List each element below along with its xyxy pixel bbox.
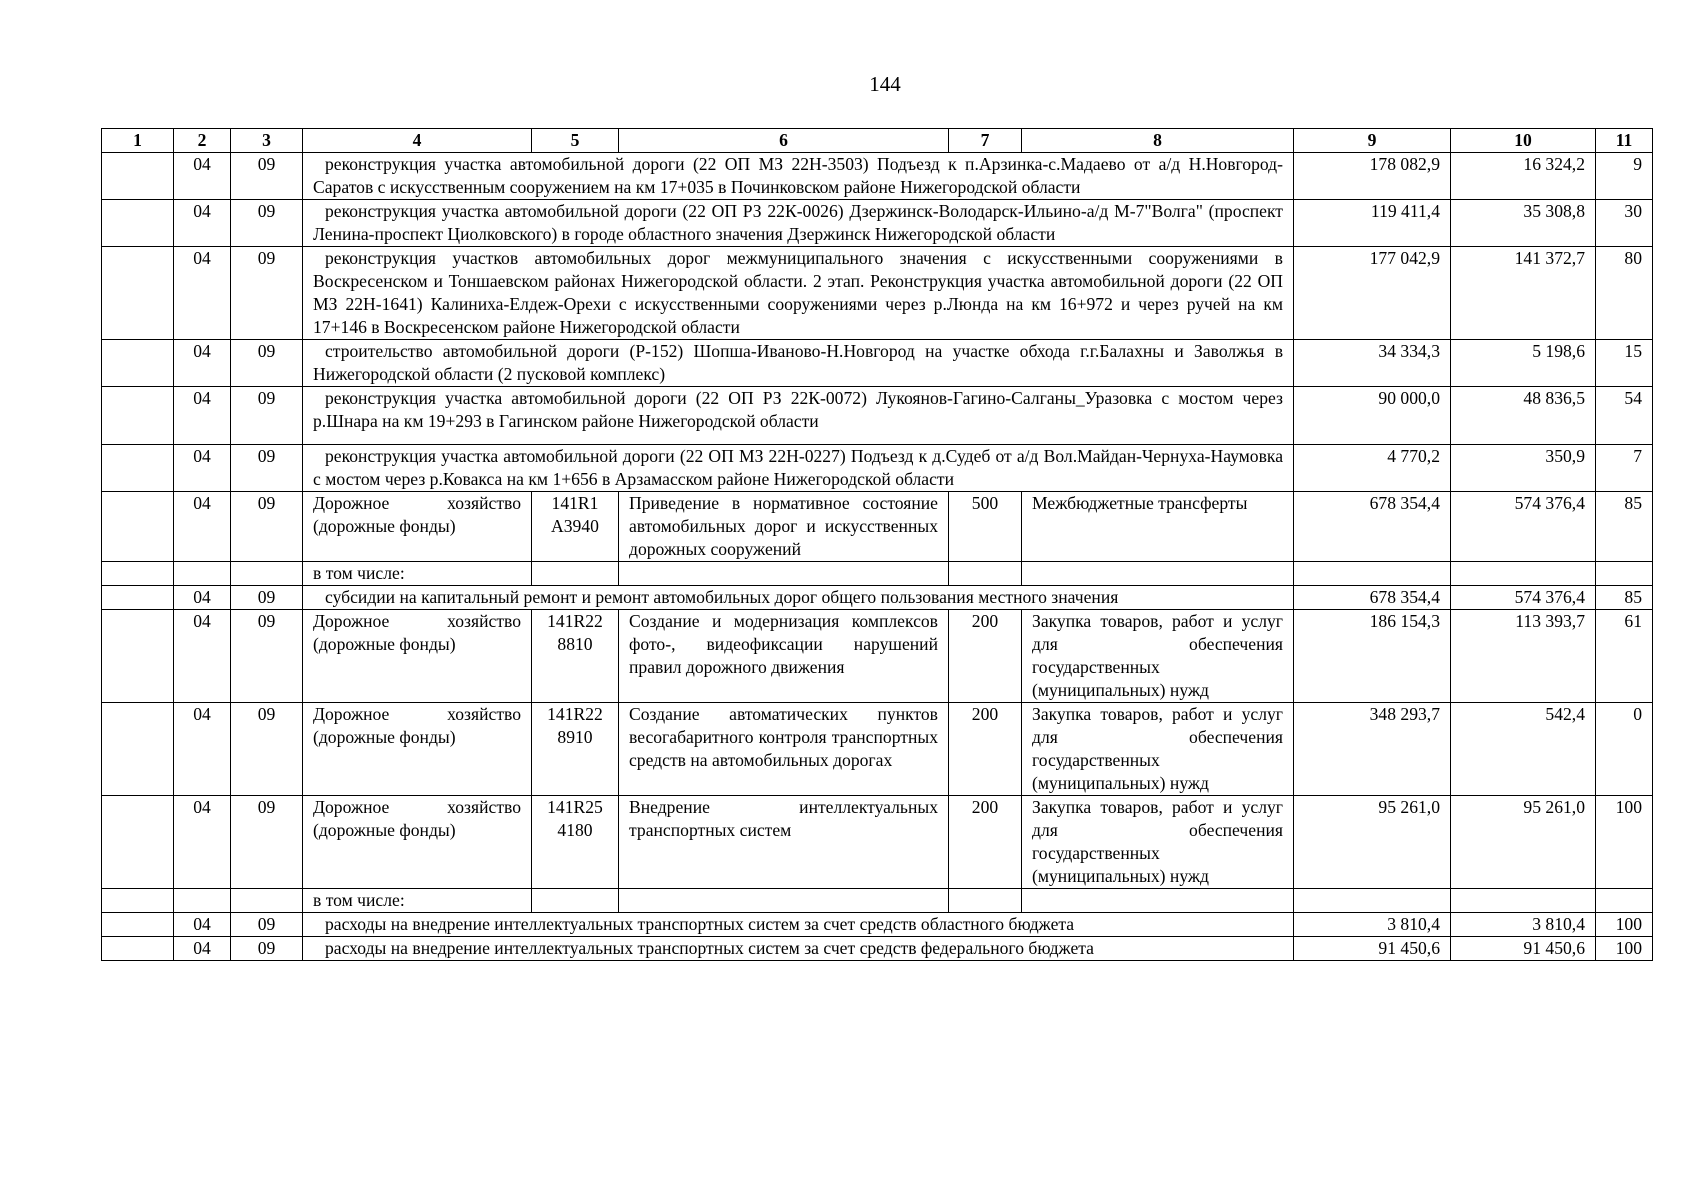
target-article-name: Внедрение интеллектуальных транспортных систем bbox=[619, 796, 949, 889]
executed-amount: 350,9 bbox=[1451, 445, 1596, 492]
executed-amount: 542,4 bbox=[1451, 703, 1596, 796]
header-cell: 10 bbox=[1451, 129, 1596, 153]
planned-amount: 177 042,9 bbox=[1294, 247, 1451, 340]
expense-type-code: 200 bbox=[949, 796, 1022, 889]
section-code: 04 bbox=[174, 200, 231, 247]
section-code: 04 bbox=[174, 247, 231, 340]
subsection-code: 09 bbox=[231, 445, 303, 492]
executed-amount: 5 198,6 bbox=[1451, 340, 1596, 387]
executed-amount: 113 393,7 bbox=[1451, 610, 1596, 703]
execution-percent: 54 bbox=[1596, 387, 1653, 445]
table-row bbox=[102, 492, 1653, 562]
execution-percent: 15 bbox=[1596, 340, 1653, 387]
header-cell: 8 bbox=[1022, 129, 1294, 153]
header-cell: 5 bbox=[532, 129, 619, 153]
executed-amount: 574 376,4 bbox=[1451, 492, 1596, 562]
subsection-code: 09 bbox=[231, 913, 303, 937]
executed-amount: 35 308,8 bbox=[1451, 200, 1596, 247]
section-name: Дорожное хозяйство (дорожные фонды) bbox=[303, 796, 532, 889]
table-row bbox=[102, 610, 1653, 703]
target-article-code: 141R25 4180 bbox=[532, 796, 619, 889]
object-description: реконструкция участка автомобильной дороги (22 ОП МЗ 22Н-0227) Подъезд к д.Судеб от а/д Вол.Майдан-Чернуха-Наумовка с мостом через р.Ковакса на км 1+656 в Арзамасском районе Нижегородской области bbox=[303, 445, 1294, 492]
header-cell: 1 bbox=[102, 129, 174, 153]
table-row bbox=[102, 340, 1653, 387]
expense-type-name: Закупка товаров, работ и услуг для обеспечения государственных (муниципальных) нужд bbox=[1022, 796, 1294, 889]
section-code: 04 bbox=[174, 796, 231, 889]
subsection-code: 09 bbox=[231, 200, 303, 247]
planned-amount: 90 000,0 bbox=[1294, 387, 1451, 445]
section-code: 04 bbox=[174, 153, 231, 200]
section-code: 04 bbox=[174, 937, 231, 961]
section-code: 04 bbox=[174, 340, 231, 387]
expense-type-name: Межбюджетные трансферты bbox=[1022, 492, 1294, 562]
table-row bbox=[102, 200, 1653, 247]
execution-percent: 100 bbox=[1596, 796, 1653, 889]
executed-amount: 574 376,4 bbox=[1451, 586, 1596, 610]
section-code: 04 bbox=[174, 387, 231, 445]
target-article-code: 141R22 8810 bbox=[532, 610, 619, 703]
execution-percent: 85 bbox=[1596, 492, 1653, 562]
executed-amount: 141 372,7 bbox=[1451, 247, 1596, 340]
planned-amount: 4 770,2 bbox=[1294, 445, 1451, 492]
target-article-code: 141R22 8910 bbox=[532, 703, 619, 796]
subsection-code: 09 bbox=[231, 796, 303, 889]
planned-amount: 91 450,6 bbox=[1294, 937, 1451, 961]
subsection-code: 09 bbox=[231, 387, 303, 445]
subsection-code: 09 bbox=[231, 586, 303, 610]
budget-table bbox=[101, 128, 1653, 961]
subsection-code: 09 bbox=[231, 153, 303, 200]
header-cell: 2 bbox=[174, 129, 231, 153]
section-name: Дорожное хозяйство (дорожные фонды) bbox=[303, 703, 532, 796]
planned-amount: 3 810,4 bbox=[1294, 913, 1451, 937]
section-name: Дорожное хозяйство (дорожные фонды) bbox=[303, 610, 532, 703]
execution-percent: 7 bbox=[1596, 445, 1653, 492]
executed-amount: 3 810,4 bbox=[1451, 913, 1596, 937]
section-code: 04 bbox=[174, 445, 231, 492]
section-code: 04 bbox=[174, 913, 231, 937]
table-row bbox=[102, 889, 1653, 913]
subsection-code: 09 bbox=[231, 937, 303, 961]
table-row bbox=[102, 247, 1653, 340]
expense-type-name: Закупка товаров, работ и услуг для обеспечения государственных (муниципальных) нужд bbox=[1022, 703, 1294, 796]
table-row bbox=[102, 796, 1653, 889]
execution-percent: 0 bbox=[1596, 703, 1653, 796]
executed-amount: 16 324,2 bbox=[1451, 153, 1596, 200]
table-row bbox=[102, 562, 1653, 586]
expense-type-code: 200 bbox=[949, 703, 1022, 796]
including-label: в том числе: bbox=[303, 889, 532, 913]
planned-amount: 178 082,9 bbox=[1294, 153, 1451, 200]
planned-amount: 348 293,7 bbox=[1294, 703, 1451, 796]
header-cell: 11 bbox=[1596, 129, 1653, 153]
header-row bbox=[102, 129, 1653, 153]
planned-amount: 678 354,4 bbox=[1294, 492, 1451, 562]
execution-percent: 100 bbox=[1596, 913, 1653, 937]
target-article-name: Приведение в нормативное состояние автомобильных дорог и искусственных дорожных сооружений bbox=[619, 492, 949, 562]
section-code: 04 bbox=[174, 610, 231, 703]
table-row bbox=[102, 703, 1653, 796]
table-row bbox=[102, 913, 1653, 937]
table-row bbox=[102, 586, 1653, 610]
object-description: реконструкция участка автомобильной дороги (22 ОП РЗ 22К-0072) Лукоянов-Гагино-Салганы_Уразовка с мостом через р.Шнара на км 19+293 в Гагинском районе Нижегородской области bbox=[303, 387, 1294, 445]
executed-amount: 91 450,6 bbox=[1451, 937, 1596, 961]
expense-type-code: 200 bbox=[949, 610, 1022, 703]
object-description: реконструкция участков автомобильных дорог межмуниципального значения с искусственными сооружениями в Воскресенском и Тоншаевском районах Нижегородской области. 2 этап. Реконструкция участка автомобильной дороги (22 ОП МЗ 22Н-1641) Калиниха-Елдеж-Орехи с искусственными сооружениями через р.Люнда на км 16+972 и через ручей на км 17+146 в Воскресенском районе Нижегородской области bbox=[303, 247, 1294, 340]
execution-percent: 9 bbox=[1596, 153, 1653, 200]
execution-percent: 80 bbox=[1596, 247, 1653, 340]
execution-percent: 30 bbox=[1596, 200, 1653, 247]
executed-amount: 48 836,5 bbox=[1451, 387, 1596, 445]
execution-percent: 85 bbox=[1596, 586, 1653, 610]
expense-type-code: 500 bbox=[949, 492, 1022, 562]
header-cell: 4 bbox=[303, 129, 532, 153]
target-article-name: Создание автоматических пунктов весогабаритного контроля транспортных средств на автомобильных дорогах bbox=[619, 703, 949, 796]
planned-amount: 678 354,4 bbox=[1294, 586, 1451, 610]
executed-amount: 95 261,0 bbox=[1451, 796, 1596, 889]
table-row bbox=[102, 445, 1653, 492]
subsection-code: 09 bbox=[231, 703, 303, 796]
object-description: реконструкция участка автомобильной дороги (22 ОП РЗ 22К-0026) Дзержинск-Володарск-Ильино-а/д М-7"Волга" (проспект Ленина-проспект Циолковского) в городе областного значения Дзержинск Нижегородской области bbox=[303, 200, 1294, 247]
table-row bbox=[102, 153, 1653, 200]
object-description: реконструкция участка автомобильной дороги (22 ОП МЗ 22Н-3503) Подъезд к п.Арзинка-с.Мадаево от а/д Н.Новгород-Саратов с искусственным сооружением на км 17+035 в Починковском районе Нижегородской области bbox=[303, 153, 1294, 200]
section-code: 04 bbox=[174, 703, 231, 796]
header-cell: 6 bbox=[619, 129, 949, 153]
header-cell: 7 bbox=[949, 129, 1022, 153]
execution-percent: 100 bbox=[1596, 937, 1653, 961]
page-number: 144 bbox=[869, 72, 901, 96]
planned-amount: 95 261,0 bbox=[1294, 796, 1451, 889]
execution-percent: 61 bbox=[1596, 610, 1653, 703]
section-name: Дорожное хозяйство (дорожные фонды) bbox=[303, 492, 532, 562]
planned-amount: 186 154,3 bbox=[1294, 610, 1451, 703]
object-description: строительство автомобильной дороги (Р-152) Шопша-Иваново-Н.Новгород на участке обхода г.г.Балахны и Заволжья в Нижегородской области (2 пусковой комплекс) bbox=[303, 340, 1294, 387]
header-cell: 3 bbox=[231, 129, 303, 153]
subsection-code: 09 bbox=[231, 610, 303, 703]
section-code: 04 bbox=[174, 586, 231, 610]
planned-amount: 34 334,3 bbox=[1294, 340, 1451, 387]
subsection-code: 09 bbox=[231, 247, 303, 340]
subsection-code: 09 bbox=[231, 340, 303, 387]
object-description: расходы на внедрение интеллектуальных транспортных систем за счет средств областного бюджета bbox=[303, 913, 1294, 937]
table-row bbox=[102, 937, 1653, 961]
including-label: в том числе: bbox=[303, 562, 532, 586]
table-row bbox=[102, 387, 1653, 445]
section-code: 04 bbox=[174, 492, 231, 562]
expense-type-name: Закупка товаров, работ и услуг для обеспечения государственных (муниципальных) нужд bbox=[1022, 610, 1294, 703]
target-article-code: 141R1 А3940 bbox=[532, 492, 619, 562]
subsection-code: 09 bbox=[231, 492, 303, 562]
planned-amount: 119 411,4 bbox=[1294, 200, 1451, 247]
header-cell: 9 bbox=[1294, 129, 1451, 153]
target-article-name: Создание и модернизация комплексов фото-, видеофиксации нарушений правил дорожного движения bbox=[619, 610, 949, 703]
object-description: субсидии на капитальный ремонт и ремонт автомобильных дорог общего пользования местного значения bbox=[303, 586, 1294, 610]
object-description: расходы на внедрение интеллектуальных транспортных систем за счет средств федерального бюджета bbox=[303, 937, 1294, 961]
